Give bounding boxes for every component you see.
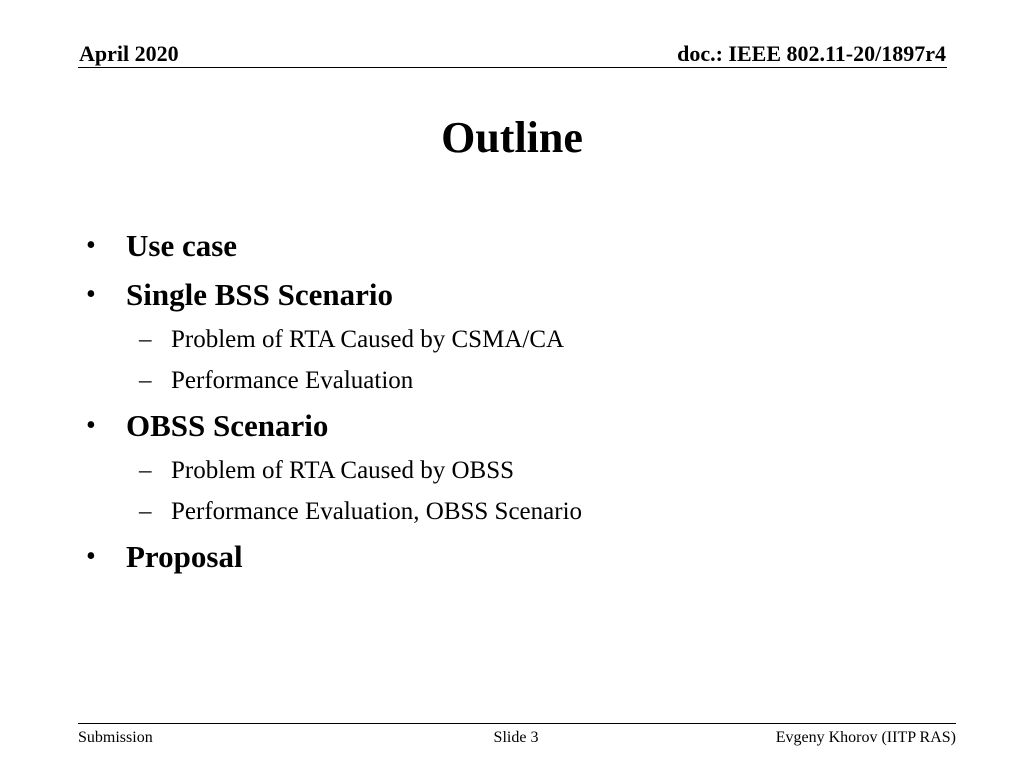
footer-divider (78, 723, 956, 724)
outline-item-obss (80, 406, 960, 446)
footer-submission: Submission (78, 729, 153, 746)
outline-subitem-label: Performance Evaluation (171, 367, 414, 394)
bullet-icon: • (86, 410, 96, 441)
outline-subitem-label: Problem of RTA Caused by OBSS (171, 457, 515, 484)
outline-subitem-rta-obss (80, 455, 960, 487)
bullet-icon: • (86, 541, 96, 572)
dash-icon: – (139, 457, 152, 484)
bullet-icon: • (86, 230, 96, 261)
outline-subitem-perf-eval-obss (80, 496, 960, 528)
header-divider (78, 67, 947, 68)
outline-subitem-label: Performance Evaluation, OBSS Scenario (171, 498, 583, 525)
footer-slide-number: Slide 3 (493, 729, 539, 746)
outline-item-label: OBSS Scenario (126, 408, 329, 443)
outline-item-label: Single BSS Scenario (126, 277, 393, 312)
outline-item-label: Use case (126, 228, 238, 263)
outline-subitem-perf-eval (80, 365, 960, 397)
outline-item-proposal (80, 537, 960, 577)
dash-icon: – (139, 326, 152, 353)
outline-item-use-case (80, 226, 960, 266)
outline-item-label: Proposal (126, 539, 243, 574)
outline-subitem-label: Problem of RTA Caused by CSMA/CA (171, 326, 565, 353)
footer-author: Evgeny Khorov (IITP RAS) (775, 729, 956, 746)
dash-icon: – (139, 498, 152, 525)
header-doc-id: doc.: IEEE 802.11-20/1897r4 (677, 41, 946, 66)
outline-item-single-bss (80, 275, 960, 315)
slide-title: Outline (441, 113, 583, 162)
outline-list (80, 226, 960, 586)
header-date: April 2020 (79, 41, 179, 66)
outline-subitem-rta-csma (80, 324, 960, 356)
bullet-icon: • (86, 279, 96, 310)
dash-icon: – (139, 367, 152, 394)
